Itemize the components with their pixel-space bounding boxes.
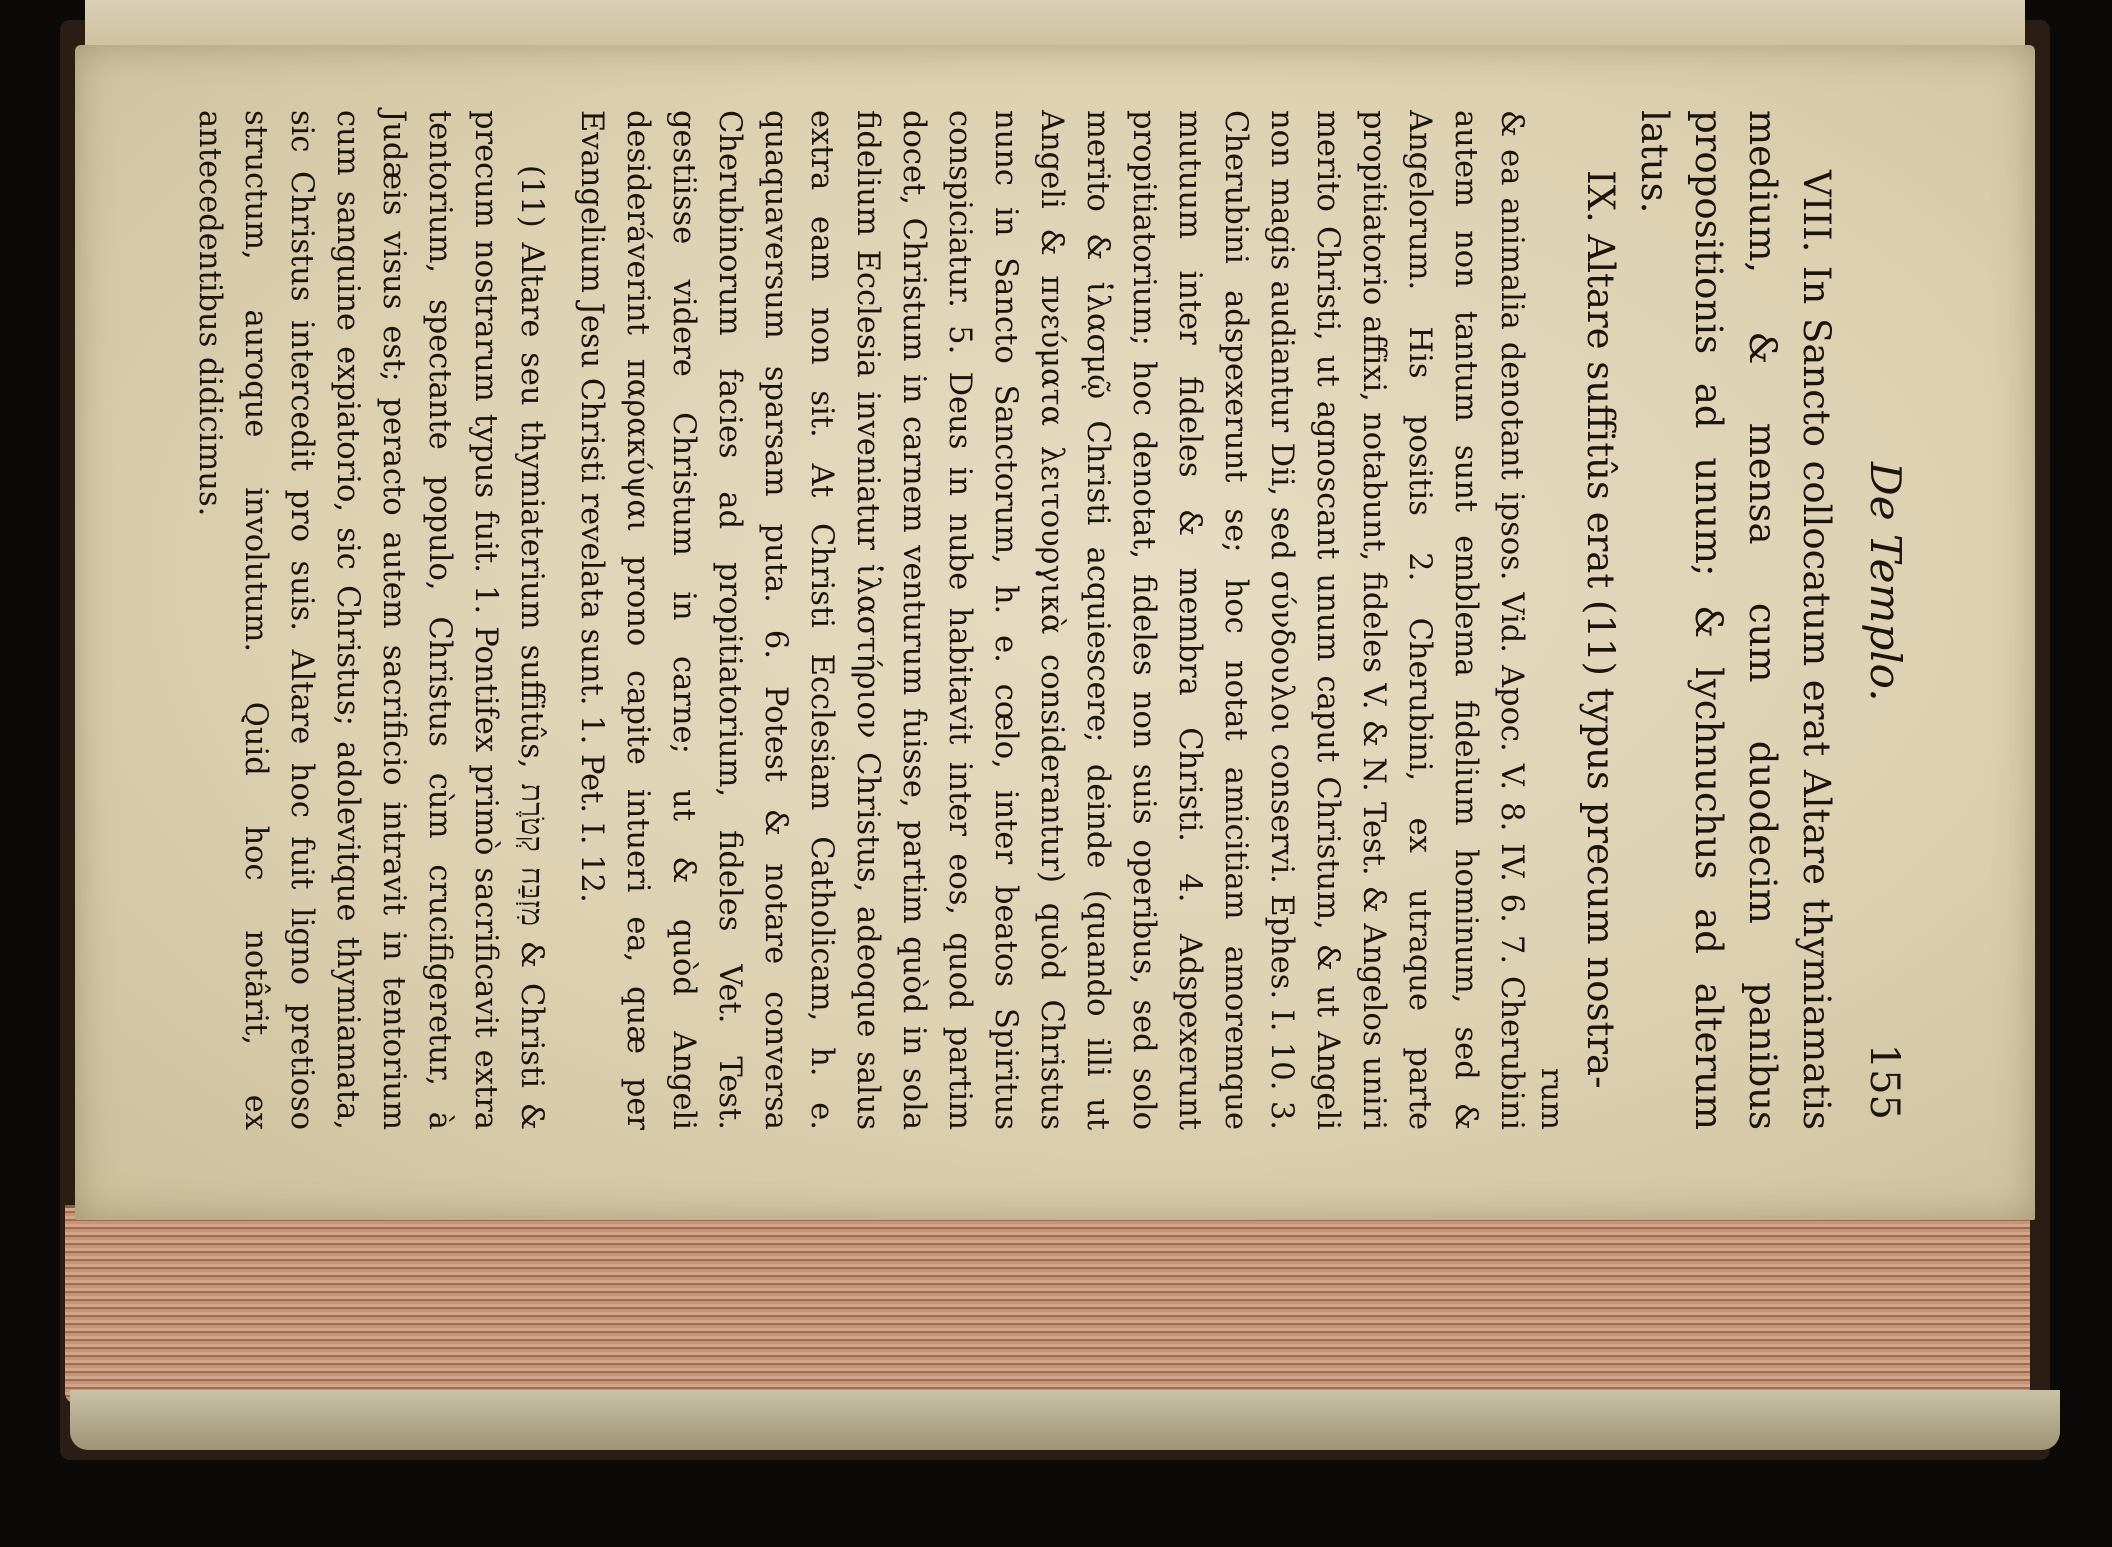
section-ix: IX. Altare suffitûs erat (11) typus precum nostra- — [1579, 170, 1622, 1089]
page-number: 155 — [1861, 1043, 1907, 1120]
cover-bottom-edge — [70, 1390, 2060, 1450]
catchword-rum: rum — [1534, 1067, 1569, 1130]
running-head-title: De Templo. — [1861, 462, 1910, 702]
section-viii: VIII. In Sancto collocatum erat Altare thymiamatis medium, & mensa cum duodecim panibus propositionis ad unum; & lychnuchus ad alterum latus. — [1633, 110, 1838, 1130]
footnote-11 — [186, 110, 554, 1130]
body-paragraph: & ea animalia denotant ipsos. Vid. Apoc. V. 8. IV. 6. 7. Cherubini autem non tantum sunt emblema fidelium hominum, sed & Angelorum. His positis 2. Cherubini, ex utraque parte propitiatorio affixi, notabunt, fideles V. & N. Test. & Angelos uniri merito Christi, ut agnoscant unum caput Christum, & ut Angeli non magis audiantur Dii, sed σύνδουλοι conservi. Ephes. I. 10. 3. Cherubini adspexerunt se; hoc notat amicitiam amoremque mutuum inter fideles & membra Christi. 4. Adspexerunt propitiatorium; hoc denotat, fideles non suis operibus, sed solo merito & ἱλασμῷ Christi acquiescere; deinde (quando illi ut Angeli & πνεύματα λειτουργικὰ considerantur) quòd Christus nunc in Sancto Sanctorum, h. e. cœlo, inter beatos Spiritus conspiciatur. 5. Deus in nube habitavit inter eos, quod partim docet, Christum in carnem venturum fuisse, partim quòd in sola fidelium Ecclesia inveniatur ἱλαστήριον Christus, adeoque salus extra eam non sit. At Christi Ecclesiam Catholicam, h. e. quaquaversum sparsam puta. 6. Potest & notare conversa Cherubinorum facies ad propitiatorium, fideles Vet. Test. gestiisse videre Christum in carne; ut & quòd Angeli desideráverint παρακύψαι prono capite intueri ea, quæ per Evangelium Jesu Christi revelata sunt. 1. Pet. I. 12. — [574, 110, 1529, 1130]
page-block-edges — [65, 1205, 2030, 1403]
footnote-text: Altare seu thymiaterium suffitûs, מִזְבַּח קְטֹרֶת & Christi & precum nostrarum typus fuit. 1. Pontifex primò sacrificavit extra tentorium, spectante populo, Christus cùm crucifigeretur, à Judæis visus est; peracto autem sacrificio intravit in tentorium cum sanguine expiatorio, sic Christus; adolevitque thymiamata, sic Christus intercedit pro suis. Altare hoc fuit ligno pretioso structum, auroque involutum. Quid hoc notârit, ex antecedentibus didicimus. — [192, 110, 549, 1130]
footnote-marker: (11) — [514, 165, 549, 228]
page-text-block — [90, 110, 1910, 1130]
running-head — [1861, 110, 1910, 1130]
